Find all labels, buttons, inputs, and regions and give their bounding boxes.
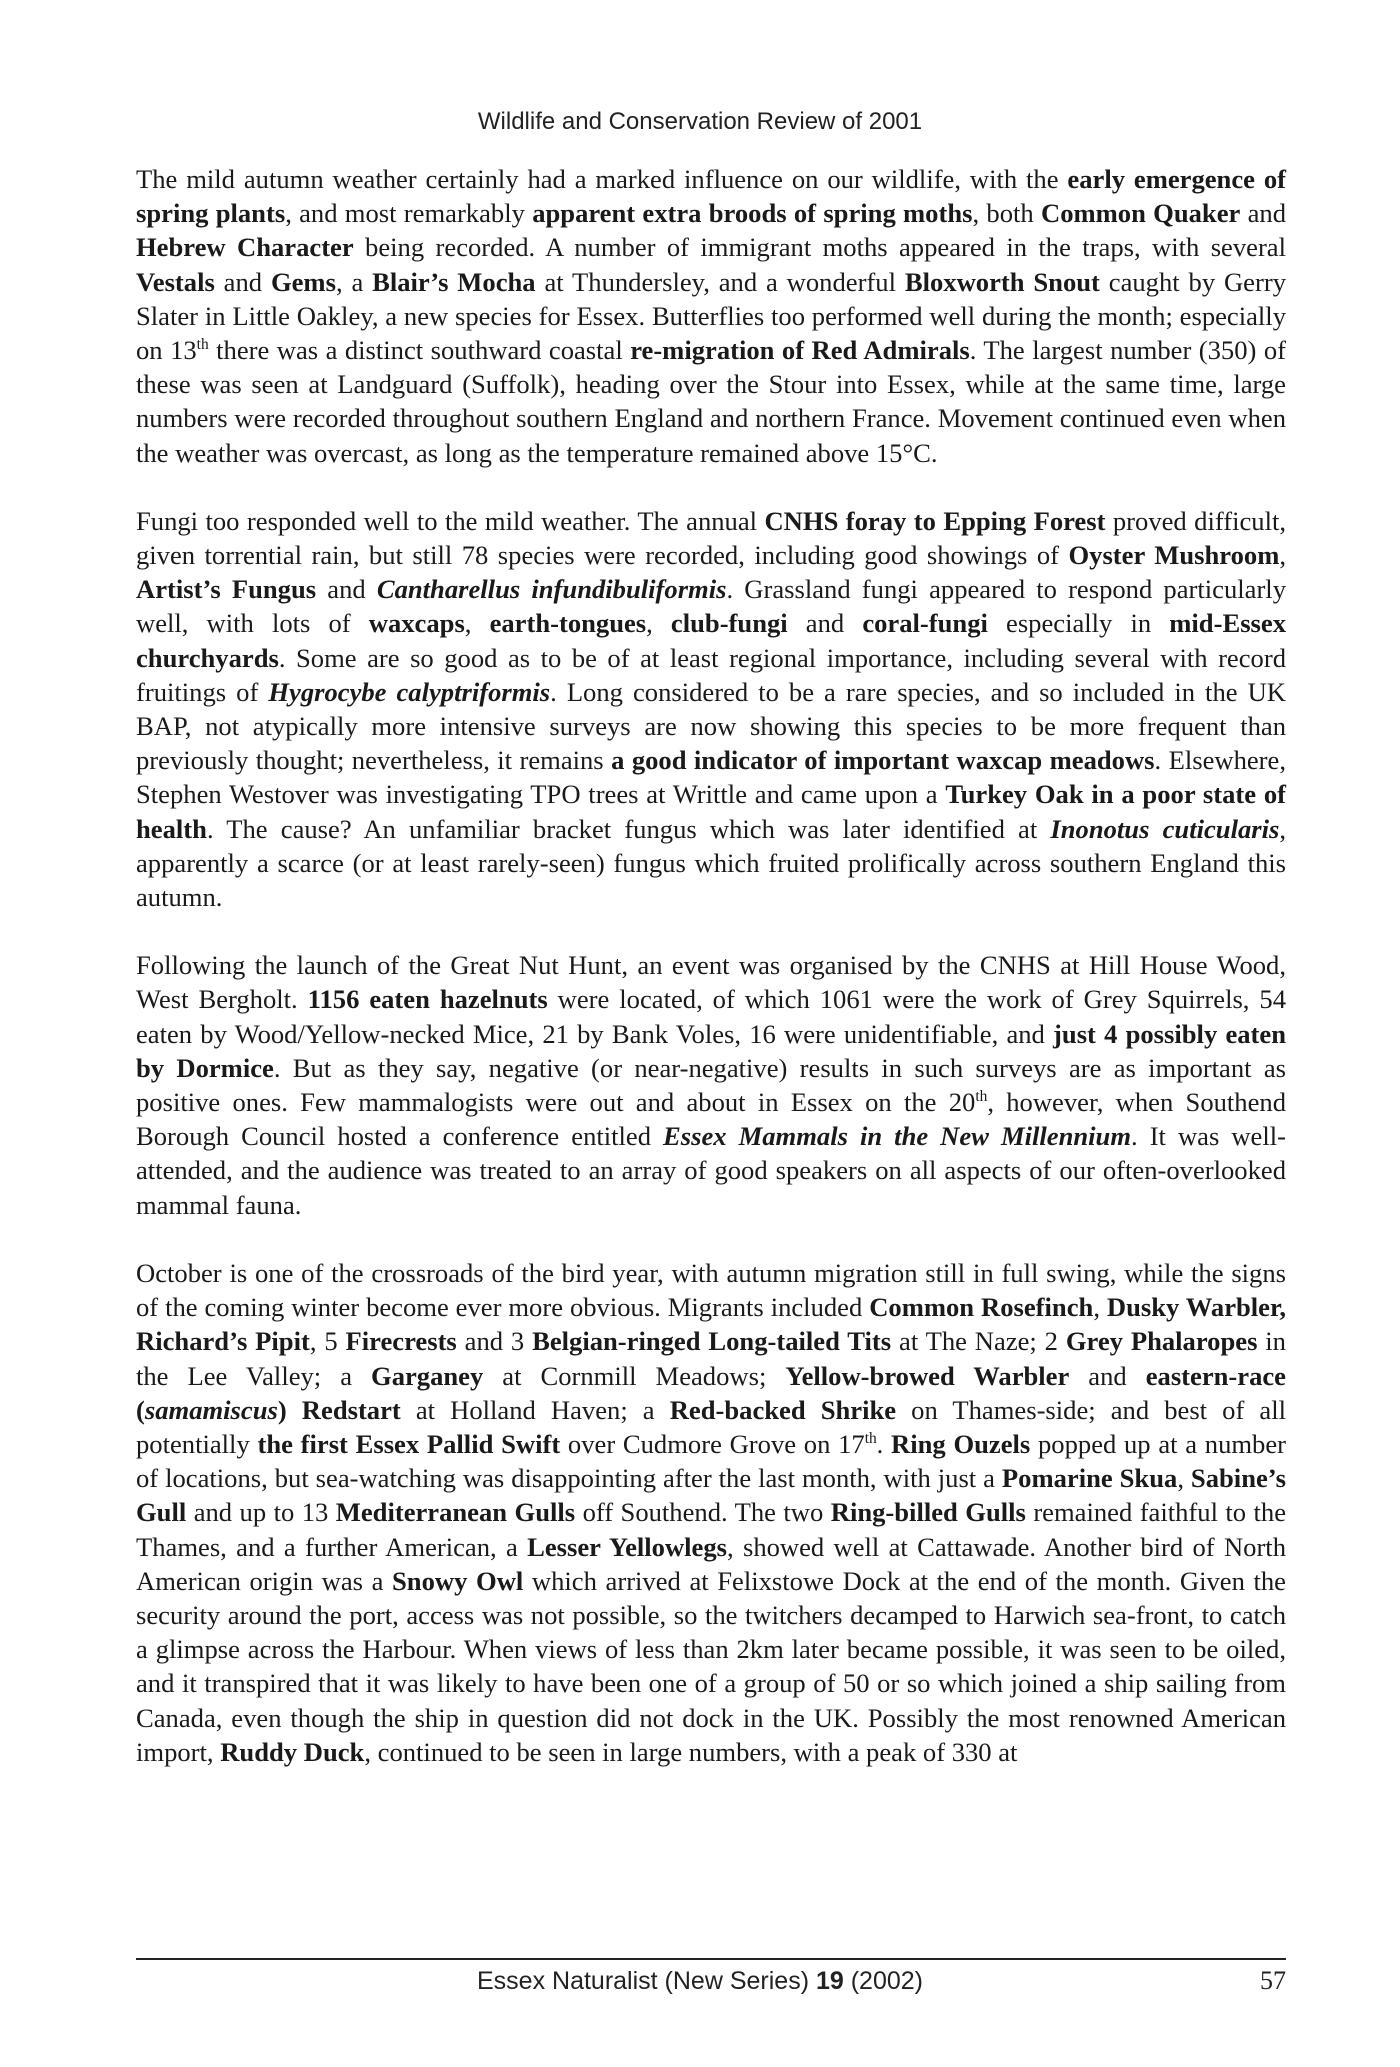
- bold-text: Common Quaker: [1040, 198, 1241, 229]
- bold-text: Sabine’s Gull: [136, 1463, 1286, 1528]
- text-run: and: [1240, 198, 1287, 229]
- emphasis-text: samamiscus: [144, 1394, 278, 1425]
- text-run: there was a distinct southward coastal: [208, 335, 631, 366]
- text-run: , 5: [309, 1326, 346, 1357]
- text-run: and 3: [456, 1326, 533, 1357]
- bold-text: a good indicator of important waxcap meadows: [611, 745, 1155, 776]
- bold-text: waxcaps: [368, 608, 465, 639]
- bold-text: Gems: [270, 266, 336, 297]
- bold-text: Ruddy Duck: [220, 1736, 365, 1767]
- bold-text: Snowy Owl: [392, 1565, 524, 1596]
- bold-italic-text: [377, 574, 727, 604]
- text-run: over Cudmore Grove on 17: [560, 1428, 865, 1459]
- text-run: . Some are so good as to be of at least regional importance, including several with record fruitings of: [136, 642, 1286, 707]
- bold-text: apparent extra broods of spring moths: [532, 198, 973, 229]
- text-run: , continued to be seen in large numbers, with a peak of 330 at: [364, 1736, 1018, 1767]
- bold-text: Pomarine Skua: [1001, 1463, 1178, 1494]
- bold-text: eastern-race (: [136, 1360, 1286, 1425]
- footer-rule: [136, 1958, 1286, 1960]
- page-number: 57: [1260, 1966, 1286, 1995]
- text-run: ,: [1093, 1292, 1107, 1323]
- text-run: , apparently a scarce (or at least rarely-seen) fungus which fruited prolifically across southern England this autumn.: [136, 813, 1286, 913]
- text-run: , and most remarkably: [285, 198, 533, 229]
- bold-text: Garganey: [371, 1360, 484, 1391]
- bold-text: Mediterranean Gulls: [335, 1497, 576, 1528]
- bold-text: Vestals: [136, 266, 215, 297]
- footer-citation: [0, 1967, 1400, 1996]
- text-run: were located, of which 1061 were the work of Grey Squirrels, 54 eaten by Wood/Yellow-necked Mice, 21 by Bank Voles, 16 were unidentifiable, and: [136, 984, 1287, 1049]
- bold-text: coral-fungi: [862, 608, 988, 639]
- paragraph: [136, 162, 1286, 470]
- emphasis-text: Cantharellus infundibuliformis: [376, 574, 727, 605]
- bold-text: just 4 possibly eaten by Dormice: [136, 1018, 1286, 1083]
- bold-text: earth-tongues: [489, 608, 647, 639]
- volume-number: 19: [815, 1967, 844, 1995]
- emphasis-text: Essex Mammals in the New Millennium: [663, 1121, 1132, 1152]
- text-run: being recorded. A number of immigrant moths appeared in the traps, with several: [353, 232, 1287, 263]
- text-run: . But as they say, negative (or near-negative) results in such surveys are as important as positive ones. Few mammalogists were out and about in Essex on the 20: [136, 1052, 1286, 1118]
- ordinal-suffix: th: [975, 1088, 988, 1106]
- bold-text: Artist’s Fungus: [136, 574, 317, 605]
- bold-text: Hebrew Character: [136, 232, 354, 263]
- text-run: caught by Gerry Slater in Little Oakley, a new species for Essex. Butterflies too performed well during the month; especially on 13: [136, 266, 1286, 366]
- article-body: [136, 162, 1286, 1769]
- bold-text: club-fungi: [670, 608, 788, 639]
- paragraph: [136, 1256, 1286, 1769]
- text-run: at Cornmill Meadows;: [483, 1360, 786, 1391]
- text-run: . Grassland fungi appeared to respond particularly well, with lots of: [136, 574, 1286, 639]
- bold-text: Ring-billed Gulls: [830, 1497, 1026, 1528]
- bold-italic-text: [1050, 814, 1279, 844]
- bold-text: Grey Phalaropes: [1065, 1326, 1258, 1357]
- text-run: ,: [1279, 540, 1287, 571]
- bold-text: 1156 eaten hazelnuts: [307, 984, 548, 1015]
- text-run: and: [214, 266, 271, 297]
- ordinal-suffix: th: [196, 336, 209, 353]
- text-run: ,: [646, 608, 671, 639]
- text-run: off Southend. The two: [575, 1497, 831, 1528]
- text-run: . Long considered to be a rare species, and so included in the UK BAP, not atypically more intensive surveys are now showing this species to be more frequent than previously thought; nevertheless, it remains: [136, 676, 1286, 776]
- bold-text: Red-backed Shrike: [669, 1394, 897, 1425]
- paragraph: [136, 948, 1286, 1222]
- bold-text: Common Rosefinch: [869, 1292, 1094, 1323]
- text-run: on Thames-side; and best of all potentially: [136, 1394, 1286, 1459]
- text-run: popped up at a number of locations, but sea-watching was disappointing after the last month, with just a: [136, 1428, 1287, 1494]
- bold-text: Ring Ouzels: [891, 1428, 1031, 1459]
- bold-italic-text: [663, 1121, 1131, 1151]
- text-run: . It was well-attended, and the audience was treated to an array of good speakers on all aspects of our often-overlooked mammal fauna.: [136, 1121, 1286, 1220]
- bold-text: Lesser Yellowlegs: [527, 1531, 727, 1562]
- text-run: . Elsewhere, Stephen Westover was investigating TPO trees at Writtle and came upon a: [136, 745, 1286, 810]
- bold-text: mid-Essex churchyards: [136, 608, 1286, 673]
- text-run: at Holland Haven; a: [400, 1394, 670, 1425]
- text-run: which arrived at Felixstowe Dock at the end of the month. Given the security around the port, access was not possible, so the twitchers decamped to Harwich sea-front, to catch a glimpse across the Harbour. When views of less than 2km later became possible, it was seen to be oiled, and it transpired that it was likely to have been one of a group of 50 or so which joined a ship sailing from Canada, even though the ship in question did not dock in the UK. Possibly the most renowned American import,: [136, 1565, 1286, 1767]
- text-run: The mild autumn weather certainly had a marked influence on our wildlife, with the: [136, 164, 1068, 194]
- bold-text: early emergence of spring plants: [136, 164, 1286, 229]
- text-run: ,: [464, 608, 490, 639]
- text-run: and: [787, 608, 863, 639]
- text-run: remained faithful to the Thames, and a further American, a: [136, 1497, 1287, 1562]
- text-run: at The Naze; 2: [891, 1326, 1066, 1357]
- publication-year: (2002): [850, 1967, 923, 1995]
- emphasis-text: Hygrocybe calyptriformis: [268, 676, 551, 707]
- bold-text: Belgian-ringed Long-tailed Tits: [532, 1326, 892, 1357]
- ordinal-suffix: th: [864, 1429, 877, 1447]
- bold-text: re-migration of Red Admirals: [630, 335, 970, 366]
- paragraph: [136, 504, 1286, 914]
- text-run: , both: [972, 198, 1041, 229]
- text-run: and: [316, 574, 377, 605]
- bold-text: ) Redstart: [277, 1394, 401, 1425]
- text-run: proved difficult, given torrential rain, but still 78 species were recorded, including good showings of: [136, 505, 1286, 571]
- text-run: Fungi too responded well to the mild weather. The annual: [136, 505, 765, 536]
- bold-text: the first Essex Pallid Swift: [257, 1428, 561, 1459]
- bold-italic-text: [145, 1395, 278, 1425]
- bold-text: Blair’s Mocha: [372, 266, 536, 297]
- text-run: . The cause? An unfamiliar bracket fungus which was later identified at: [206, 813, 1051, 844]
- emphasis-text: Inonotus cuticularis: [1050, 813, 1280, 844]
- text-run: October is one of the crossroads of the bird year, with autumn migration still in full swing, while the signs of the coming winter become ever more obvious. Migrants included: [136, 1257, 1286, 1323]
- text-run: , showed well at Cattawade. Another bird of North American origin was a: [136, 1531, 1286, 1596]
- bold-text: Dusky Warbler, Richard’s Pipit: [136, 1292, 1286, 1357]
- text-run: and: [1069, 1360, 1146, 1391]
- text-run: in the Lee Valley; a: [136, 1326, 1286, 1391]
- text-run: . The largest number (350) of these was seen at Landguard (Suffolk), heading over the Stour into Essex, while at the same time, large numbers were recorded throughout southern England and northern France. Movement continued even when the weather was overcast, as long as the temperature remained above 15°C.: [136, 335, 1287, 468]
- running-head: Wildlife and Conservation Review of 2001: [477, 108, 923, 135]
- text-run: and up to 13: [186, 1497, 336, 1528]
- text-run: , a: [335, 266, 373, 297]
- bold-text: Bloxworth Snout: [904, 266, 1100, 297]
- bold-text: Turkey Oak in a poor state of health: [136, 779, 1286, 844]
- text-run: at Thundersley, and a wonderful: [535, 266, 905, 297]
- bold-text: Oyster Mushroom: [1068, 540, 1280, 571]
- text-run: ,: [1177, 1463, 1191, 1494]
- bold-italic-text: [268, 677, 550, 707]
- text-run: Following the launch of the Great Nut Hunt, an event was organised by the CNHS at Hill House Wood, West Bergholt.: [136, 950, 1286, 1015]
- text-run: especially in: [987, 608, 1170, 639]
- bold-text: Firecrests: [345, 1326, 457, 1357]
- bold-text: Yellow-browed Warbler: [785, 1360, 1070, 1391]
- journal-name: Essex Naturalist (New Series): [476, 1967, 810, 1995]
- bold-text: CNHS foray to Epping Forest: [764, 505, 1106, 536]
- text-run: .: [876, 1428, 892, 1459]
- text-run: , however, when Southend Borough Council hosted a conference entitled: [136, 1087, 1287, 1152]
